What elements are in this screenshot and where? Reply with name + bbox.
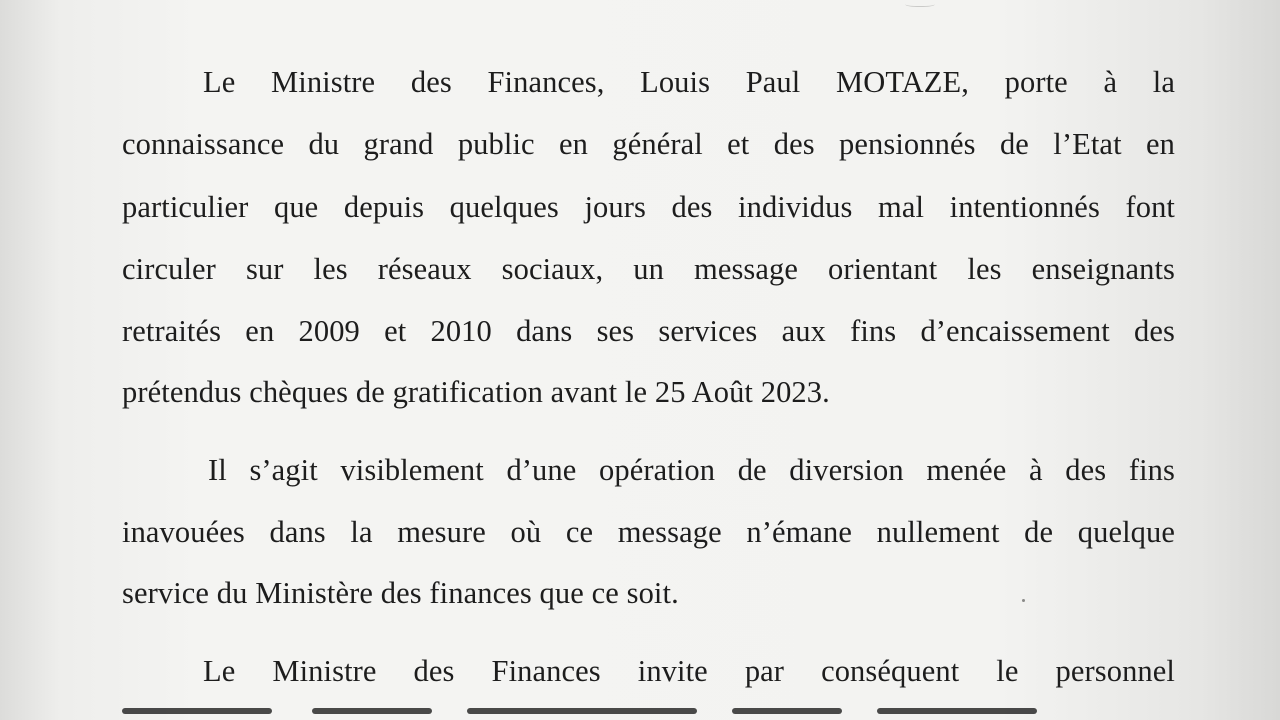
paragraph-2-line-3: service du Ministère des finances que ce soit. [122,576,679,610]
paragraph-2-line-2: inavouées dans la mesure où ce message n’émane nullement de quelque [122,515,1175,549]
paragraph-1-line-3: particulier que depuis quelques jours des individus mal intentionnés font [122,190,1175,224]
paragraph-1-line-1: Le Ministre des Finances, Louis Paul MOTAZE, porte à la [203,65,1175,99]
paper-speck [1022,599,1025,602]
cropped-next-line [122,702,1175,720]
paragraph-1-line-5: retraités en 2009 et 2010 dans ses services aux fins d’encaissement des [122,314,1175,348]
paragraph-1-line-4: circuler sur les réseaux sociaux, un message orientant les enseignants [122,252,1175,286]
paragraph-2-line-1: Il s’agit visiblement d’une opération de diversion menée à des fins [208,453,1175,487]
paragraph-3-line-1: Le Ministre des Finances invite par conséquent le personnel [203,654,1175,688]
paper-fold-mark [905,0,935,7]
paragraph-1-line-2: connaissance du grand public en général et des pensionnés de l’Etat en [122,127,1175,161]
paragraph-1-line-6: prétendus chèques de gratification avant le 25 Août 2023. [122,375,830,409]
